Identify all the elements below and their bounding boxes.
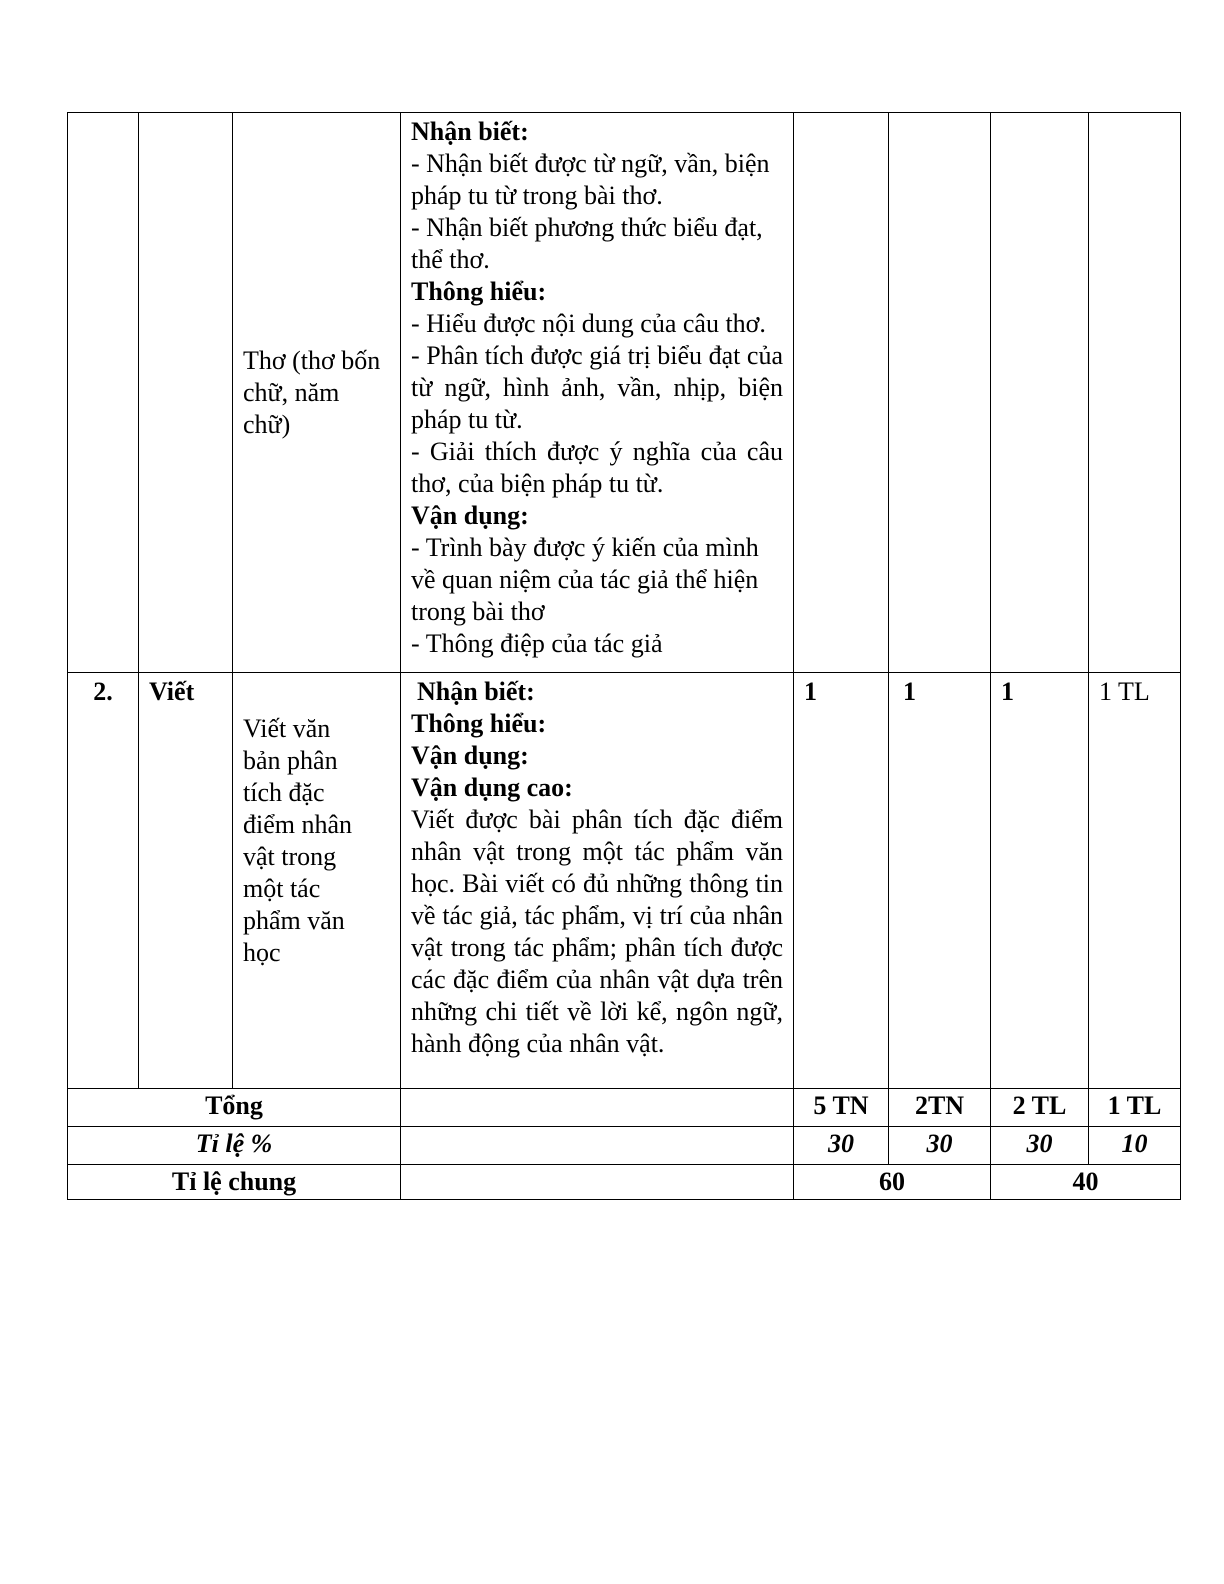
requirement-item: - Trình bày được ý kiến của mình về quan niệm của tác giả thể hiện trong bài thơ [411, 533, 759, 626]
nhan-biet-title: Nhận biết: [417, 677, 535, 706]
overall-ratio-value: 40 [991, 1165, 1181, 1200]
count-value: 1 [903, 677, 916, 706]
van-dung-cao-title: Vận dụng cao: [411, 773, 573, 802]
count-value: 1 TL [1099, 677, 1150, 706]
empty-cell [401, 1089, 794, 1127]
ratio-label: Tỉ lệ % [195, 1129, 273, 1158]
row-number: 2. [93, 677, 113, 706]
ratio-value: 30 [991, 1127, 1089, 1165]
overall-ratio-value: 60 [794, 1165, 991, 1200]
total-value: 5 TN [794, 1089, 889, 1127]
total-label: Tổng [205, 1091, 263, 1120]
requirement-item: - Giải thích được ý nghĩa của câu thơ, của biện pháp tu từ. [411, 437, 783, 498]
empty-cell [401, 1165, 794, 1200]
requirements-cell [401, 113, 794, 673]
requirement-item: - Nhận biết phương thức biểu đạt, thể thơ. [411, 213, 763, 274]
requirement-item: - Thông điệp của tác giả [411, 629, 663, 658]
number-cell [68, 673, 139, 1089]
ratio-row [68, 1127, 1181, 1165]
overall-ratio-label: Tỉ lệ chung [171, 1167, 297, 1196]
requirement-item: - Nhận biết được từ ngữ, vần, biện pháp tu từ trong bài thơ. [411, 149, 770, 210]
van-dung-title: Vận dụng: [411, 741, 529, 770]
content-cell [233, 673, 401, 1089]
thong-hieu-title: Thông hiểu: [411, 709, 547, 738]
total-value: 2TN [889, 1089, 991, 1127]
ratio-value: 10 [1089, 1127, 1181, 1165]
content-label: Thơ (thơ bốn chữ, năm chữ) [243, 345, 381, 439]
total-label-cell [68, 1089, 401, 1127]
van-dung-title: Vận dụng: [411, 501, 529, 530]
count-cell [991, 113, 1089, 673]
ratio-value: 30 [794, 1127, 889, 1165]
requirement-item: - Hiểu được nội dung của câu thơ. [411, 309, 766, 338]
table-row [68, 673, 1181, 1089]
count-cell [794, 113, 889, 673]
count-cell [889, 113, 991, 673]
skill-cell [139, 113, 233, 673]
count-value: 1 [1001, 677, 1014, 706]
count-cell [991, 673, 1089, 1089]
overall-ratio-label-cell [68, 1165, 401, 1200]
total-row [68, 1089, 1181, 1127]
content-label: Viết văn bản phân tích đặc điểm nhân vật trong một tác phẩm văn học [243, 713, 353, 967]
total-value: 2 TL [991, 1089, 1089, 1127]
number-cell [68, 113, 139, 673]
count-cell [1089, 673, 1181, 1089]
exam-matrix-table [67, 112, 1181, 1200]
count-value: 1 [804, 677, 817, 706]
count-cell [794, 673, 889, 1089]
table-row [68, 113, 1181, 673]
content-cell [233, 113, 401, 673]
count-cell [889, 673, 991, 1089]
empty-cell [401, 1127, 794, 1165]
overall-ratio-row [68, 1165, 1181, 1200]
skill-label: Viết [149, 677, 195, 706]
requirements-cell [401, 673, 794, 1089]
count-cell [1089, 113, 1181, 673]
skill-cell [139, 673, 233, 1089]
requirement-description: Viết được bài phân tích đặc điểm nhân vật trong một tác phẩm văn học. Bài viết có đủ những thông tin về tác giả, tác phẩm, vị trí của nhân vật trong tác phẩm; phân tích được các đặc điểm của nhân vật dựa trên những chi tiết về lời kể, ngôn ngữ, hành động của nhân vật. [411, 805, 783, 1058]
thong-hieu-title: Thông hiểu: [411, 277, 547, 306]
ratio-value: 30 [889, 1127, 991, 1165]
total-value: 1 TL [1089, 1089, 1181, 1127]
ratio-label-cell [68, 1127, 401, 1165]
requirement-item: - Phân tích được giá trị biểu đạt của từ ngữ, hình ảnh, vần, nhịp, biện pháp tu từ. [411, 341, 783, 434]
nhan-biet-title: Nhận biết: [411, 117, 529, 146]
